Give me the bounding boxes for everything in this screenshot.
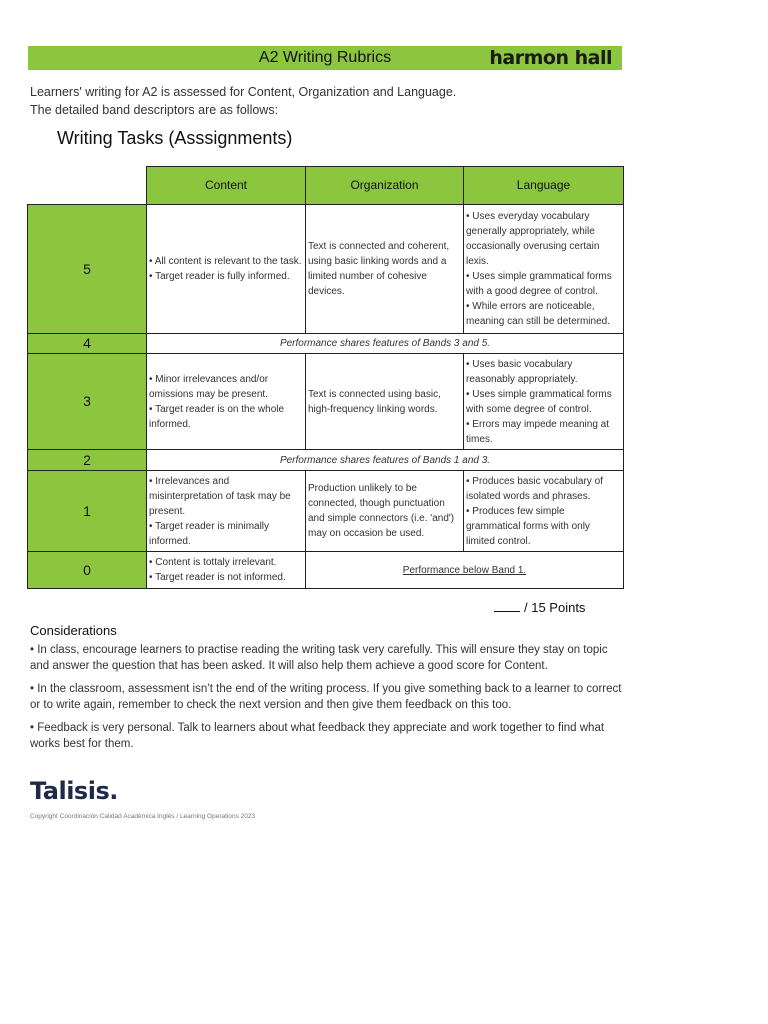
header-bar [28,46,622,70]
content-cell: • Minor irrelevances and/or omissions may be present. • Target reader is on the whole informed. [147,354,306,450]
table-row [28,552,624,589]
below-band-cell: Performance below Band 1. [306,552,624,589]
content-cell: • Content is tottaly irrelevant. • Target reader is not informed. [147,552,306,589]
copyright-text: Copyright Coordinación Calidad Académica Inglés / Learning Operations 2023 [30,813,256,820]
table-row [28,205,624,334]
table-row [28,450,624,471]
content-cell: • All content is relevant to the task. • Target reader is fully informed. [147,205,306,334]
intro-text [30,83,456,119]
consideration-item: • In class, encourage learners to practise reading the writing task very carefully. This will ensure they stay on topic and answer the question that has been asked. It will also help them achieve a good score for Content. [30,644,608,672]
band-label: 5 [28,205,147,334]
table-row [28,334,624,354]
rubric-table [27,166,624,589]
points-label: / 15 Points [524,600,586,615]
band-label: 0 [28,552,147,589]
consideration-item: • Feedback is very personal. Talk to learners about what feedback they appreciate and work together to find what works best for them. [30,722,605,750]
shared-features-cell: Performance shares features of Bands 1 and 3. [147,450,624,471]
points-blank [494,601,520,612]
table-header-row [28,167,624,205]
intro-line-1: Learners' writing for A2 is assessed for Content, Organization and Language. [30,85,457,99]
page-title: A2 Writing Rubrics [258,49,392,66]
language-cell: • Uses everyday vocabulary generally appropriately, while occasionally overusing certain lexis. • Uses simple grammatical forms with a good degree of control. • While errors are noticeable, meaning can still be determined. [464,205,624,334]
column-header-language: Language [464,167,624,205]
table-corner [28,167,147,205]
band-label: 2 [28,450,147,471]
content-cell: • Irrelevances and misinterpretation of task may be present. • Target reader is minimally informed. [147,471,306,552]
considerations-title: Considerations [30,623,117,638]
talisis-logo: Talisis. [30,777,118,805]
language-cell: • Produces basic vocabulary of isolated words and phrases. • Produces few simple grammatical forms with only limited control. [464,471,624,552]
organization-cell: Text is connected and coherent, using basic linking words and a limited number of cohesive devices. [306,205,464,334]
brand-logo: harmon hall [489,47,612,69]
intro-line-2: The detailed band descriptors are as follows: [30,103,279,117]
organization-cell: Text is connected using basic, high-frequency linking words. [306,354,464,450]
column-header-content: Content [147,167,306,205]
consideration-item: • In the classroom, assessment isn’t the end of the writing process. If you give something back to a learner to correct or to write again, remember to check the next version and then give them feedback on this too. [30,683,622,711]
shared-features-cell: Performance shares features of Bands 3 and 5. [147,334,624,354]
band-label: 3 [28,354,147,450]
points-total [494,600,585,615]
organization-cell: Production unlikely to be connected, though punctuation and simple connectors (i.e. 'and') may on occasion be used. [306,471,464,552]
section-title: Writing Tasks (Asssignments) [57,128,293,148]
band-label: 4 [28,334,147,354]
table-row [28,471,624,552]
column-header-organization: Organization [306,167,464,205]
band-label: 1 [28,471,147,552]
language-cell: • Uses basic vocabulary reasonably appropriately. • Uses simple grammatical forms with some degree of control. • Errors may impede meaning at times. [464,354,624,450]
table-row [28,354,624,450]
